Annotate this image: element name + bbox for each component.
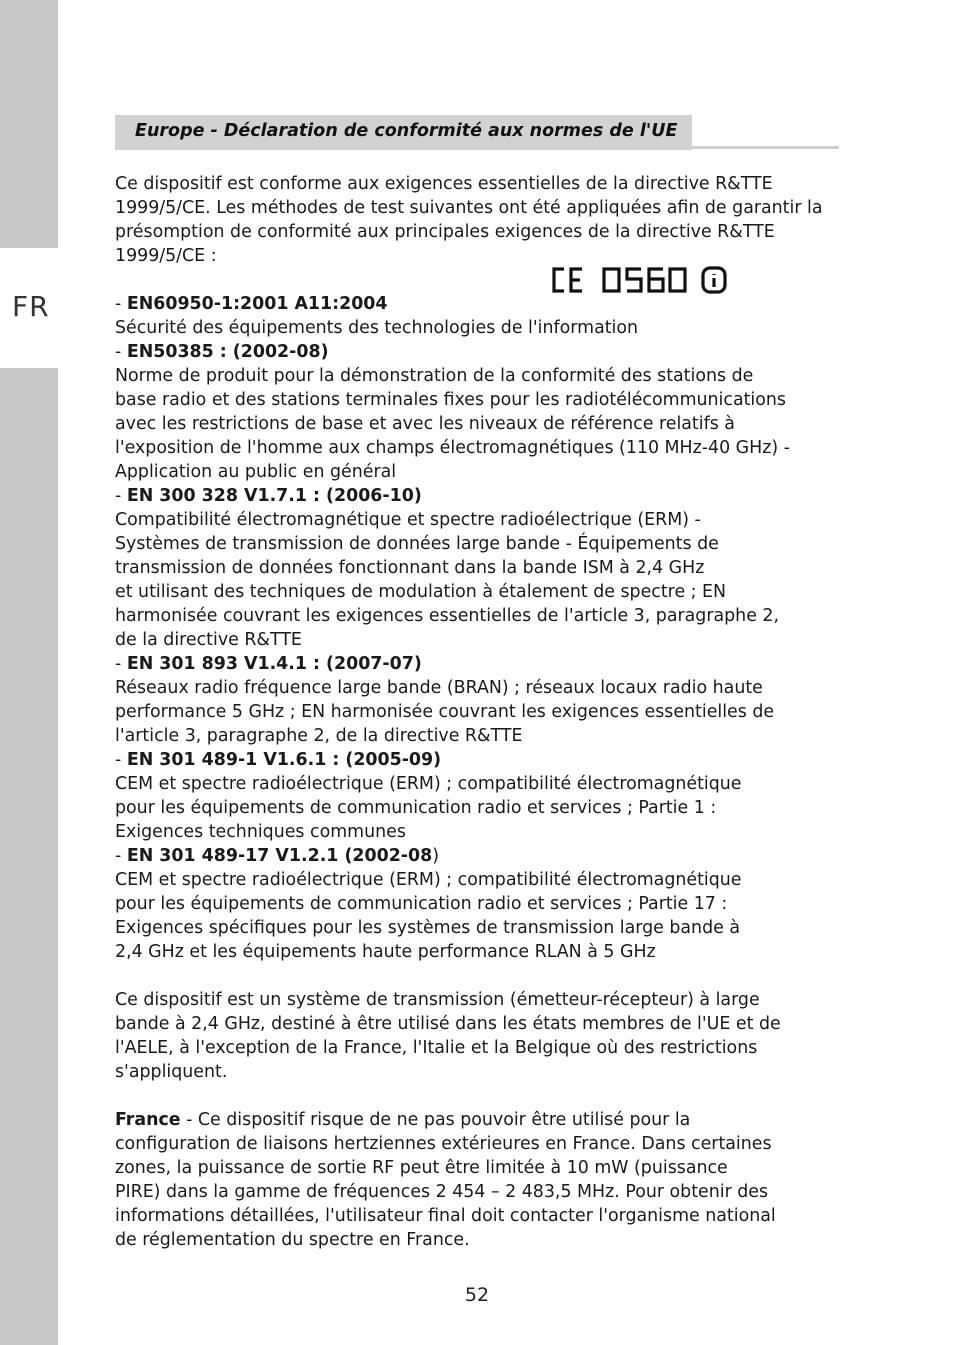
standards-list — [115, 292, 850, 964]
standard-code: EN 301 893 V1.4.1 : (2007-07) — [126, 654, 422, 674]
standard-description: Compatibilité électromagnétique et spectre radioélectrique (ERM) - Systèmes de transmission de données large bande - Équipements de transmission de données fonctionnant dans la bande ISM à 2,4 GHz et utilisant des techniques de modulation à étalement de spectre ; EN harmonisée couvrant les exigences essentielles de l'article 3, paragraphe 2, de la directive R&TTE — [115, 510, 780, 650]
standard-item — [115, 484, 850, 652]
standard-title — [115, 748, 850, 772]
standard-code: EN 300 328 V1.7.1 : (2006-10) — [126, 486, 422, 506]
standard-description: Réseaux radio fréquence large bande (BRAN) ; réseaux locaux radio haute performance 5 GHz ; EN harmonisée couvrant les exigences essentielles de l'article 3, paragraphe 2, de la directive R&TTE — [115, 678, 775, 746]
page-number: 52 — [464, 1284, 490, 1306]
standard-description: Norme de produit pour la démonstration de la conformité des stations de base radio et des stations terminales fixes pour les radiotélécommunications avec les restrictions de base et avec les niveaux de référence relatifs à l'exposition de l'homme aux champs électromagnétiques (110 MHz-40 GHz) - Application au public en général — [115, 366, 790, 482]
side-tab-bar-top — [0, 0, 58, 248]
standard-code: EN 301 489-17 V1.2.1 (2002-08 — [126, 846, 433, 866]
header-rule — [692, 146, 839, 149]
spacer — [115, 964, 850, 988]
france-text: - Ce dispositif risque de ne pas pouvoir être utilisé pour la configuration de liaisons hertziennes extérieures en France. Dans certaines zones, la puissance de sortie RF peut être limitée à 10 mW (puissance PIRE) dans la gamme de fréquences 2 454 – 2 483,5 MHz. Pour obtenir des informations détaillées, l'utilisateur final doit contacter l'organisme national de réglementation du spectre en France. — [115, 1110, 776, 1250]
intro-paragraph: Ce dispositif est conforme aux exigences essentielles de la directive R&TTE 1999/5/CE. Les méthodes de test suivantes ont été appliquées afin de garantir la présomption de conformité aux principales exigences de la directive R&TTE 1999/5/CE : — [115, 174, 823, 266]
spacer — [115, 1084, 850, 1108]
france-paragraph — [115, 1108, 850, 1252]
document-body — [115, 172, 850, 1252]
list-dash: - — [115, 486, 127, 506]
standard-title — [115, 844, 850, 868]
standard-item — [115, 340, 850, 484]
standard-item — [115, 844, 850, 964]
standard-code: EN 301 489-1 V1.6.1 : (2005-09) — [126, 750, 442, 770]
side-tab-bar-bottom — [0, 368, 58, 1345]
standard-description: CEM et spectre radioélectrique (ERM) ; compatibilité électromagnétique pour les équipements de communication radio et services ; Partie 17 : Exigences spécifiques pour les systèmes de transmission large bande à 2,4 GHz et les équipements haute performance RLAN à 5 GHz — [115, 870, 742, 962]
list-dash: - — [115, 846, 127, 866]
standard-title — [115, 484, 850, 508]
spacer — [115, 268, 850, 292]
list-dash: - — [115, 750, 127, 770]
standard-suffix: ) — [432, 846, 440, 866]
list-dash: - — [115, 294, 127, 314]
standard-description: Sécurité des équipements des technologies de l'information — [115, 318, 639, 338]
section-header — [115, 115, 692, 150]
standard-item — [115, 292, 850, 340]
standard-item — [115, 748, 850, 844]
language-tab-label: FR — [12, 290, 50, 323]
section-title: Europe - Déclaration de conformité aux normes de l'UE — [135, 121, 678, 141]
standard-code: EN60950-1:2001 A11:2004 — [126, 294, 388, 314]
standard-title — [115, 340, 850, 364]
standard-description: CEM et spectre radioélectrique (ERM) ; compatibilité électromagnétique pour les équipements de communication radio et services ; Partie 1 : Exigences techniques communes — [115, 774, 742, 842]
list-dash: - — [115, 342, 127, 362]
standard-item — [115, 652, 850, 748]
list-dash: - — [115, 654, 127, 674]
standard-title — [115, 652, 850, 676]
standard-title — [115, 292, 850, 316]
standard-code: EN50385 : (2002-08) — [126, 342, 329, 362]
usage-paragraph: Ce dispositif est un système de transmission (émetteur-récepteur) à large bande à 2,4 GHz, destiné à être utilisé dans les états membres de l'UE et de l'AELE, à l'exception de la France, l'Italie et la Belgique où des restrictions s'appliquent. — [115, 990, 781, 1082]
france-label: France — [115, 1110, 181, 1130]
